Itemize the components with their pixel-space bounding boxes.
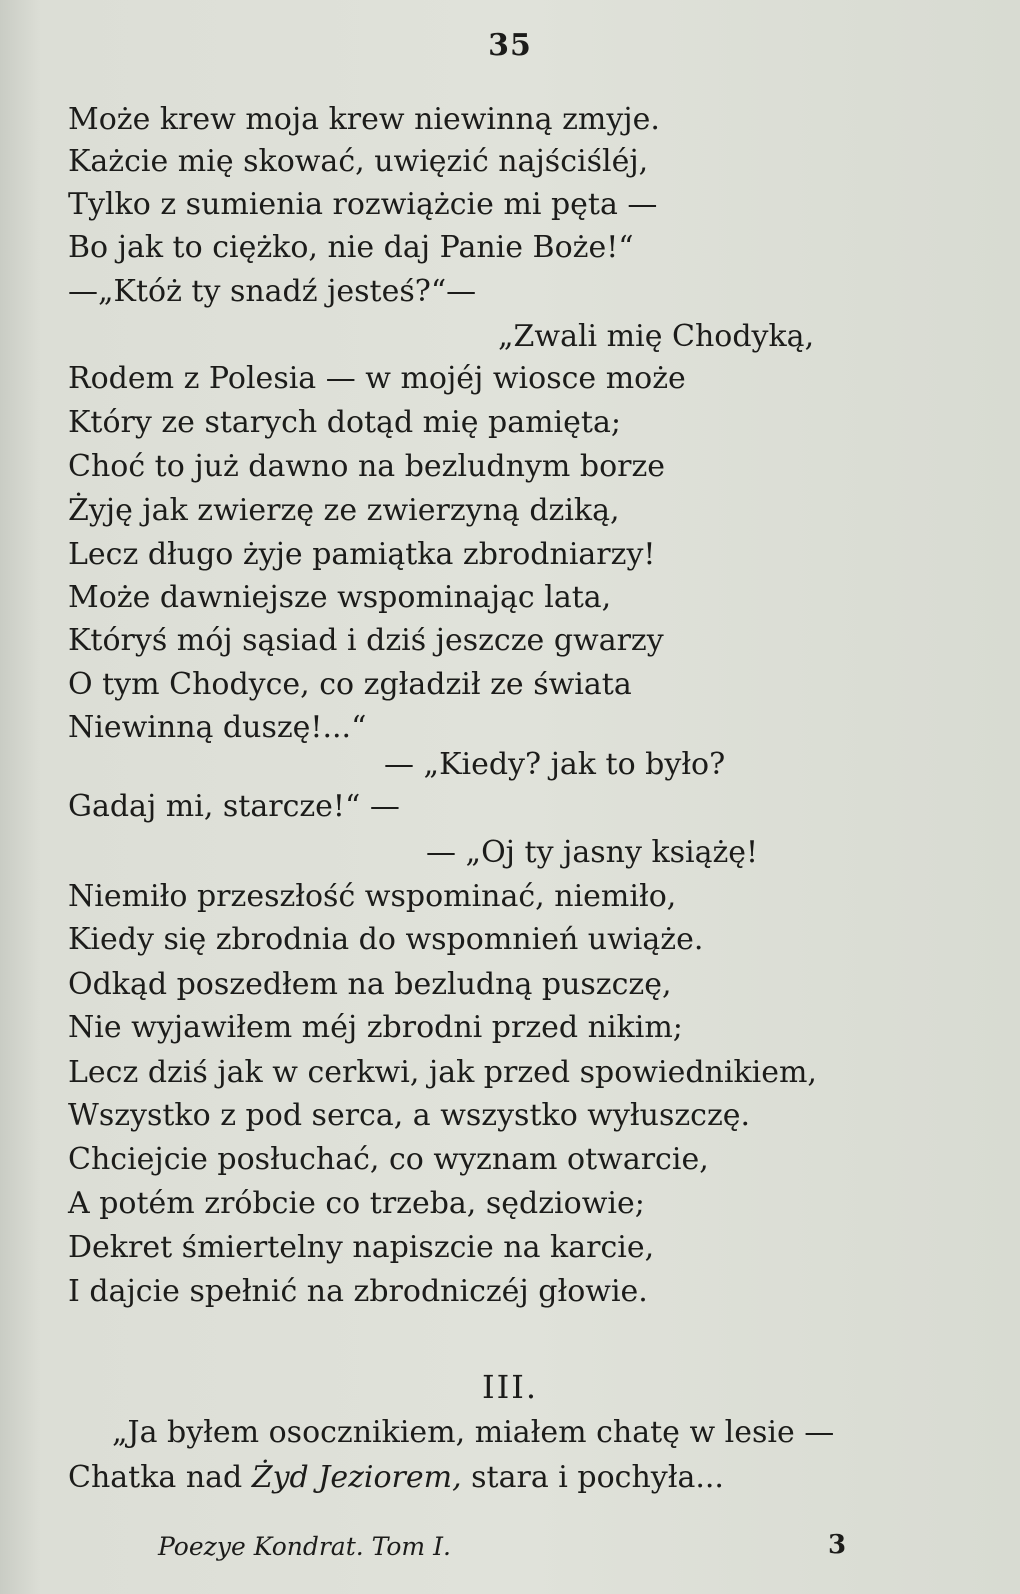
verse-line: Który ze starych dotąd mię pamięta; (68, 405, 621, 440)
verse-line: Któryś mój sąsiad i dziś jeszcze gwarzy (68, 623, 664, 658)
verse-line: Żyję jak zwierzę ze zwierzyną dziką, (68, 493, 620, 528)
footer-sheet-number: 3 (828, 1530, 847, 1560)
verse-line: „Ja byłem osocznikiem, miałem chatę w lesie — (112, 1415, 835, 1450)
verse-line: Wszystko z pod serca, a wszystko wyłuszczę. (68, 1098, 751, 1133)
verse-line: O tym Chodyce, co zgładził ze świata (68, 667, 632, 702)
verse-line: — „Oj ty jasny książę! (426, 835, 759, 870)
verse-line: Może dawniejsze wspominając lata, (68, 580, 612, 615)
verse-line: Lecz dziś jak w cerkwi, jak przed spowiednikiem, (68, 1055, 817, 1090)
verse-line: Choć to już dawno na bezludnym borze (68, 449, 666, 484)
verse-line: Niemiło przeszłość wspominać, niemiło, (68, 879, 677, 914)
verse-text: stara i pochyła... (461, 1460, 724, 1495)
verse-line: — „Kiedy? jak to było? (384, 747, 726, 782)
verse-line: Tylko z sumienia rozwiążcie mi pęta — (68, 187, 658, 222)
verse-line: „Zwali mię Chodyką, (498, 319, 815, 354)
verse-text: Chatka nad (68, 1460, 252, 1495)
verse-line: Lecz długo żyje pamiątka zbrodniarzy! (68, 537, 656, 572)
verse-line: Bo jak to ciężko, nie daj Panie Boże!“ (68, 230, 634, 265)
verse-line: Kiedy się zbrodnia do wspomnień uwiąże. (68, 922, 704, 957)
page-number: 35 (488, 28, 532, 63)
verse-line (68, 1458, 724, 1498)
verse-line: —„Któż ty snadź jesteś?“— (68, 274, 477, 309)
verse-line: Gadaj mi, starcze!“ — (68, 789, 400, 824)
section-heading: III. (481, 1368, 539, 1406)
verse-line: Odkąd poszedłem na bezludną puszczę, (68, 967, 672, 1002)
verse-line: Rodem z Polesia — w mojéj wiosce może (68, 361, 686, 396)
verse-line: Każcie mię skować, uwięzić najściśléj, (68, 144, 649, 179)
verse-line: I dajcie spełnić na zbrodniczéj głowie. (68, 1274, 648, 1309)
footer-signature: Poezye Kondrat. Tom I. (158, 1532, 451, 1561)
verse-line: Niewinną duszę!...“ (68, 710, 367, 745)
verse-line: Dekret śmiertelny napiszcie na karcie, (68, 1230, 655, 1265)
verse-line: A potém zróbcie co trzeba, sędziowie; (68, 1186, 645, 1221)
verse-line: Chciejcie posłuchać, co wyznam otwarcie, (68, 1142, 709, 1177)
verse-line: Może krew moja krew niewinną zmyje. (68, 102, 660, 137)
verse-italic-text: Żyd Jeziorem, (251, 1460, 462, 1495)
verse-line: Nie wyjawiłem méj zbrodni przed nikim; (68, 1010, 683, 1045)
